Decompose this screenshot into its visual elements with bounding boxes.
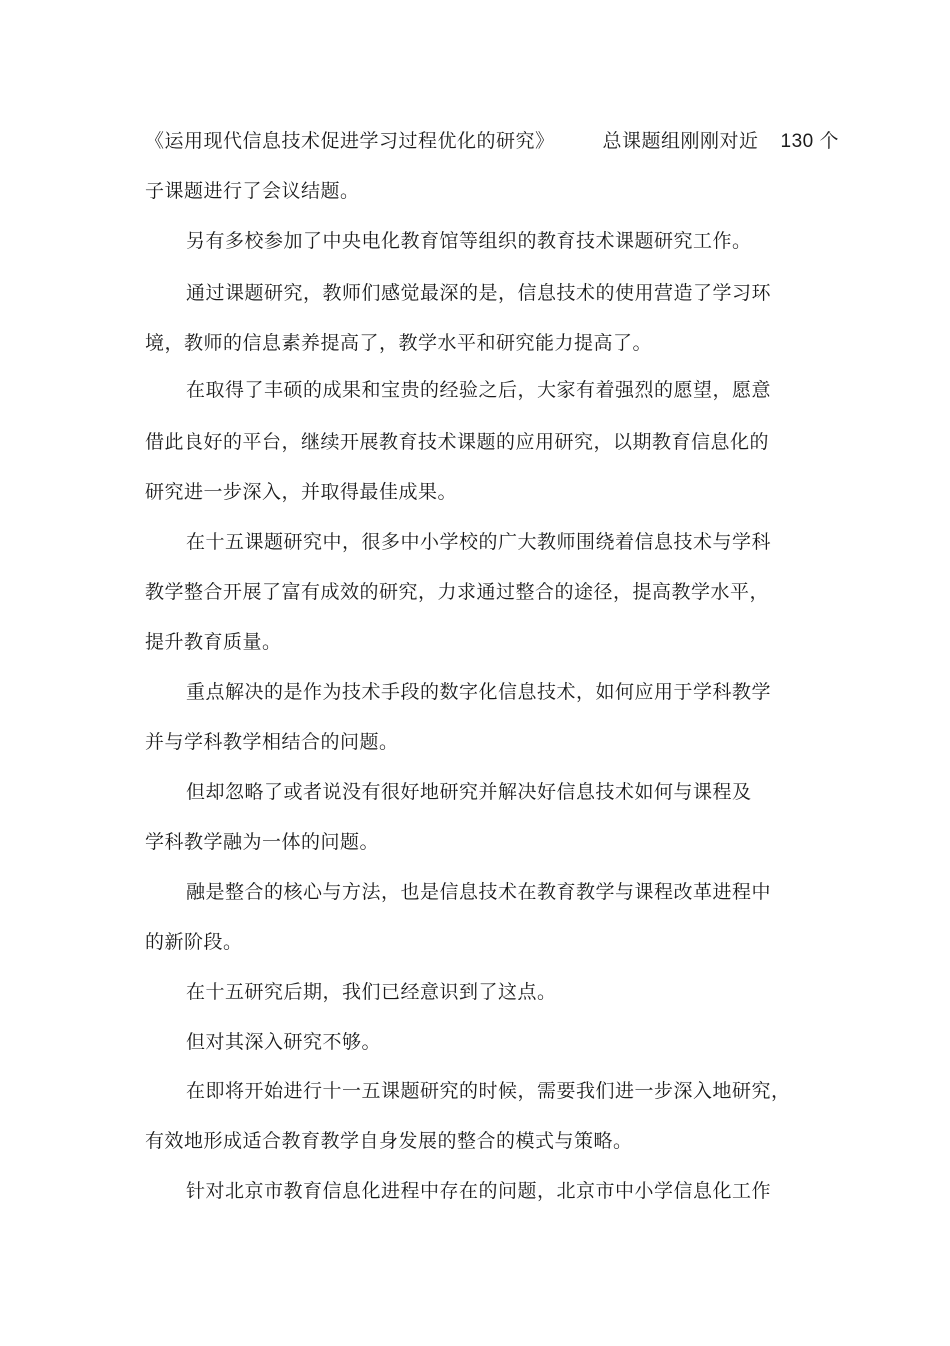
paragraph-line: 子课题进行了会议结题。 (145, 180, 360, 202)
line-text: 总课题组刚刚对近 (602, 130, 759, 152)
paragraph-line: 针对北京市教育信息化进程中存在的问题，北京市中小学信息化工作 (186, 1180, 772, 1202)
paragraph-line: 提升教育质量。 (145, 631, 282, 653)
paragraph-line: 融是整合的核心与方法，也是信息技术在教育教学与课程改革进程中 (186, 881, 772, 903)
paragraph-line: 通过课题研究，教师们感觉最深的是，信息技术的使用营造了学习环 (186, 282, 772, 304)
paragraph-line: 境，教师的信息素养提高了，教学水平和研究能力提高了。 (145, 332, 653, 354)
paragraph-line: 有效地形成适合教育教学自身发展的整合的模式与策略。 (145, 1130, 633, 1152)
paragraph-line: 但却忽略了或者说没有很好地研究并解决好信息技术如何与课程及 (186, 781, 752, 803)
paragraph-line: 教学整合开展了富有成效的研究，力求通过整合的途径，提高教学水平， (145, 581, 770, 603)
paragraph-line: 的新阶段。 (145, 931, 243, 953)
paragraph-line: 学科教学融为一体的问题。 (145, 831, 380, 853)
paragraph-line: 另有多校参加了中央电化教育馆等组织的教育技术课题研究工作。 (186, 230, 752, 252)
paragraph-line: 在十五课题研究中，很多中小学校的广大教师围绕着信息技术与学科 (186, 531, 772, 553)
paragraph-line: 并与学科教学相结合的问题。 (145, 731, 399, 753)
paragraph-line: 研究进一步深入，并取得最佳成果。 (145, 481, 458, 503)
research-title-text: 《运用现代信息技术促进学习过程优化的研究》 (145, 130, 555, 152)
paragraph-line: 在即将开始进行十一五课题研究的时候，需要我们进一步深入地研究， (186, 1080, 791, 1102)
paragraph-line-1 (145, 128, 839, 154)
paragraph-line: 在十五研究后期，我们已经意识到了这点。 (186, 981, 557, 1003)
paragraph-line: 但对其深入研究不够。 (186, 1031, 382, 1053)
count-text: 130 个 (780, 131, 840, 152)
paragraph-line: 借此良好的平台，继续开展教育技术课题的应用研究，以期教育信息化的 (145, 431, 770, 453)
paragraph-line: 在取得了丰硕的成果和宝贵的经验之后，大家有着强烈的愿望，愿意 (186, 379, 772, 401)
paragraph-line: 重点解决的是作为技术手段的数字化信息技术，如何应用于学科教学 (186, 681, 772, 703)
